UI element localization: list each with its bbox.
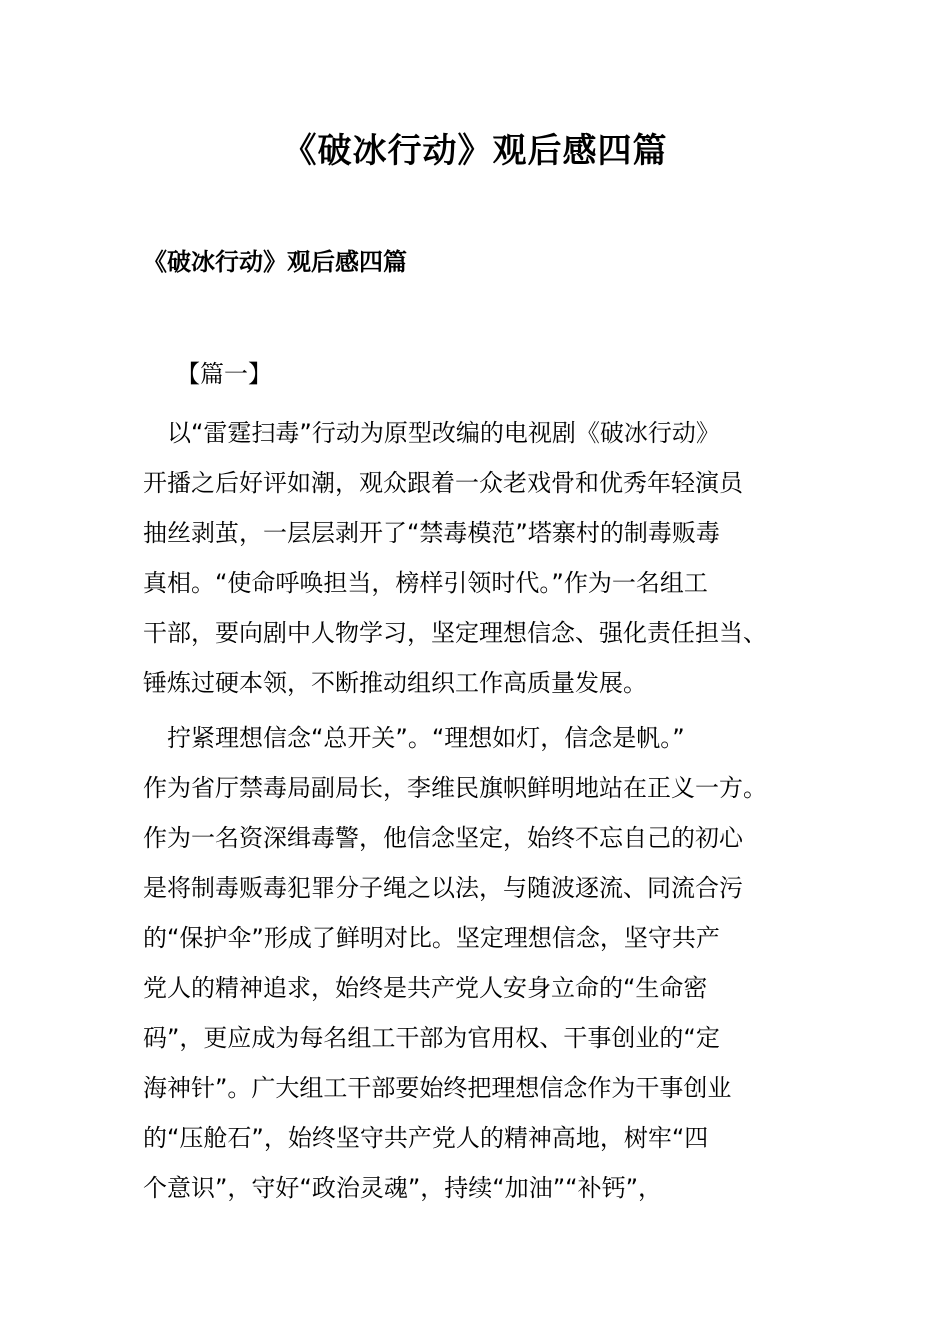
paragraph-line: 党人的精神追求，始终是共产党人安身立命的“生命密 bbox=[143, 974, 708, 1002]
paragraph-1 bbox=[143, 408, 813, 708]
paragraph-line: 真相。“使命呼唤担当，榜样引领时代。”作为一名组工 bbox=[143, 569, 708, 597]
paragraph-line: 的“压舱石”，始终坚守共产党人的精神高地，树牢“四 bbox=[143, 1124, 709, 1152]
paragraph-line: 海神针”。广大组工干部要始终把理想信念作为干事创业 bbox=[143, 1074, 732, 1102]
section-label: 【篇一】 bbox=[176, 360, 272, 388]
paragraph-line: 个意识”，守好“政治灵魂”，持续“加油”“补钙”， bbox=[143, 1174, 663, 1202]
paragraph-line: 作为省厅禁毒局副局长，李维民旗帜鲜明地站在正义一方。 bbox=[143, 774, 767, 802]
paragraph-line: 码”，更应成为每名组工干部为官用权、干事创业的“定 bbox=[143, 1024, 720, 1052]
document-title: 《破冰行动》观后感四篇 bbox=[282, 131, 668, 171]
paragraph-2 bbox=[143, 713, 813, 1213]
paragraph-line: 是将制毒贩毒犯罪分子绳之以法，与随波逐流、同流合污 bbox=[143, 874, 743, 902]
document-subtitle: 《破冰行动》观后感四篇 bbox=[143, 248, 407, 276]
paragraph-line: 拧紧理想信念“总开关”。“理想如灯，信念是帆。” bbox=[143, 724, 685, 752]
paragraph-line: 干部，要向剧中人物学习，坚定理想信念、强化责任担当、 bbox=[143, 619, 767, 647]
paragraph-line: 锤炼过硬本领，不断推动组织工作高质量发展。 bbox=[143, 669, 647, 697]
paragraph-line: 的“保护伞”形成了鲜明对比。坚定理想信念，坚守共产 bbox=[143, 924, 720, 952]
paragraph-line: 开播之后好评如潮，观众跟着一众老戏骨和优秀年轻演员 bbox=[143, 469, 743, 497]
paragraph-line: 抽丝剥茧，一层层剥开了“禁毒模范”塔寨村的制毒贩毒 bbox=[143, 519, 720, 547]
paragraph-line: 作为一名资深缉毒警，他信念坚定，始终不忘自己的初心 bbox=[143, 824, 743, 852]
paragraph-line: 以“雷霆扫毒”行动为原型改编的电视剧《破冰行动》 bbox=[143, 419, 720, 447]
